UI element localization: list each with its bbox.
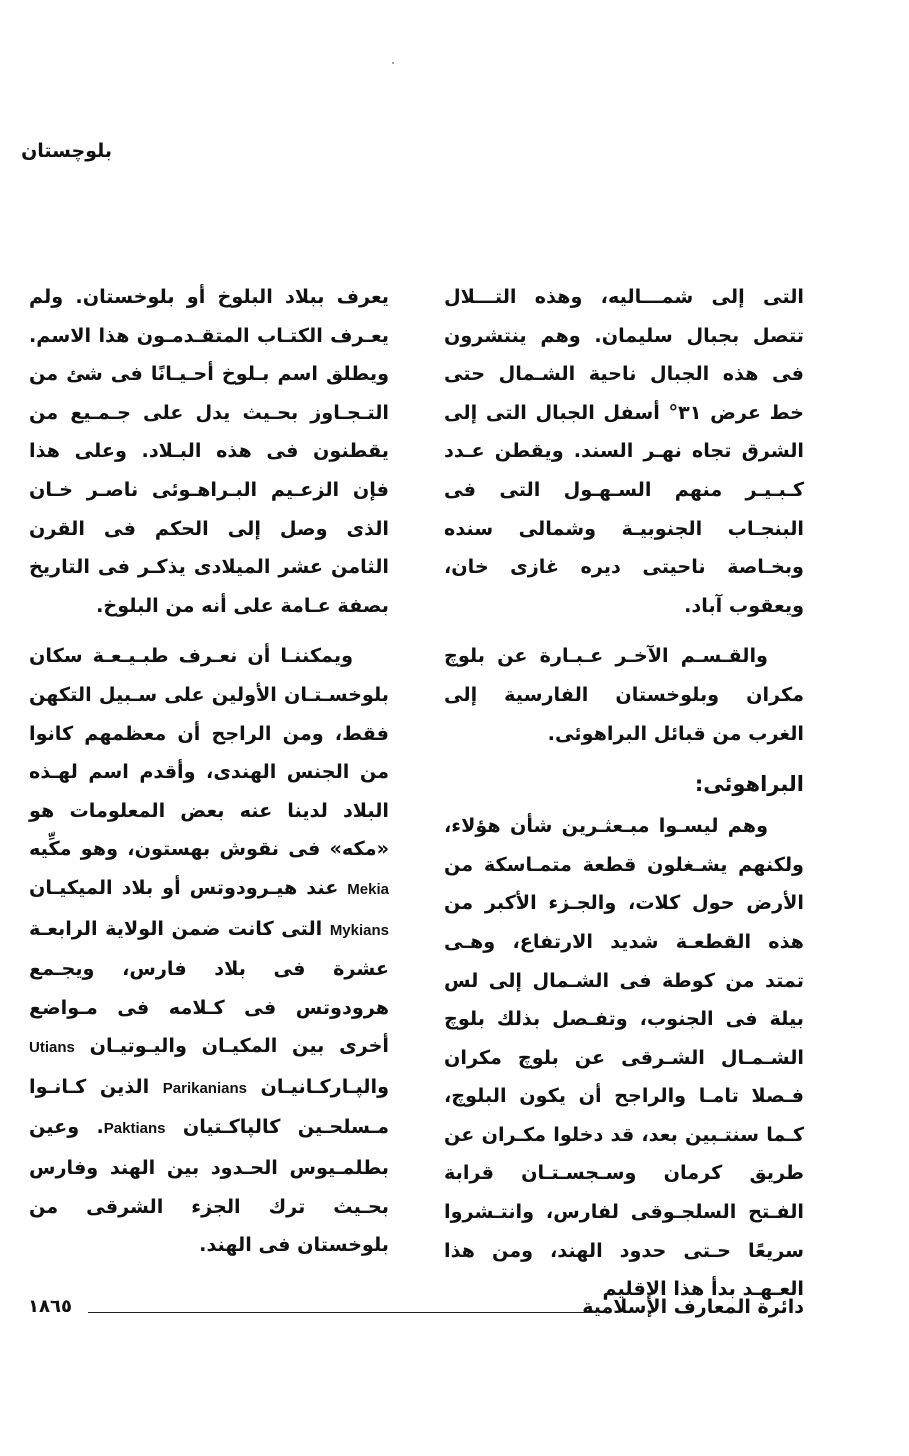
paragraph-segment: ويمكننـا أن نعـرف طبـيـعـة سكان بلوخسـتـان الأولين على سـبيل التكهن فقط، ومن الراجح أن معظمهم كانوا من الجنس الهندى، وأقدم اسم لهـذه البلاد لدينا عنه بعض المعلومات هو «مكه» فى نقوش بهستون، وهو مكِّيه — [29, 644, 389, 861]
paragraph-segment: والپـاركـانيـان — [260, 1074, 389, 1098]
publication-title: دائرة المعارف الإسلامية — [582, 1296, 804, 1318]
left-paragraph-2 — [29, 637, 389, 1265]
paragraph-segment: عند هيـرودوتس أو بلاد الميكيـان — [29, 875, 339, 899]
latin-term-utians: Utians — [29, 1039, 75, 1057]
footer-rule — [88, 1312, 596, 1313]
left-paragraph-1: يعرف ببلاد البلوخ أو بلوخستان. ولم يعـرف الكتـاب المتقـدمـون هذا الاسم. ويطلق اسم بـلوخ أحـيـانًا فى شئ من التـجـاوز بحـيث يدل على جـمـيع من يقطنون فى هذه البـلاد. وعلى هذا فإن الزعـيم البـراهـوئى ناصـر خـان الذى وصل إلى الحكم فى القرن الثامن عشر الميلادى يذكـر فى التاريخ بصفة عـامة على أنه من البلوخ. — [29, 285, 389, 617]
right-paragraph-3: وهم ليسـوا مبـعثـرين شأن هؤلاء، ولكنهم يشـغلون قطعة متمـاسكة من الأرض حول كلات، والجـزء الأكبر من هذه القطعـة شديد الارتفاع، وهـى تمتد من كوطة فى الشـمال إلى لس بيلة فى الجنوب، وتفـصل بذلك بلوچ الشـمـال الشـرقى عن بلوچ مكران فـصلا تامـا والراجح أن يكون البلوچ، كـما سنتـبين بعد، قد دخلوا مكـران عن طريق كرمان وسـجسـتـان قرابة الفـتح السلجـوقى لفارس، وانتـشروا سريعًا حـتى حدود الهند، ومن هذا العـهـد بدأ هذا الإقليم — [444, 814, 804, 1301]
page-number: ١٨٦٥ — [28, 1296, 72, 1317]
paragraph-segment: . وعين بطلمـيوس الحـدود بين الهند وفارس بحـيث ترك الجزء الشرقى من بلوخستان فى الهند. — [29, 1115, 389, 1257]
left-column — [29, 278, 389, 1265]
scan-speck — [392, 62, 394, 64]
paragraph-segment: الذين كـانـوا مـسلحـين كالپاكـتيان — [29, 1074, 389, 1139]
section-heading-brahui: البراهوئى: — [694, 772, 804, 797]
running-title: بلوچستان — [21, 140, 112, 162]
right-paragraph-2: والقـسـم الآخـر عـبـارة عن بلوچ مكران وبلوخستان الفارسية إلى الغرب من قبائل البراهوئى. — [444, 644, 804, 745]
right-paragraph-1: التى إلى شمـــاليه، وهذه التـــلال تتصل بجبال سليمان. وهم ينتشرون فى هذه الجبال ناحية الشـمال حتى خط عرض ٣١° أسفل الجبال التى إلى الشرق تجاه نهـر السند. ويقطن عـدد كـبـيـر منهم السـهـول التى فى البنجـاب الجنوبيـة وشمالى سنده وبخـاصة ناحيتى ديره غازى خان، ويعقوب آباد. — [444, 285, 804, 617]
running-header — [21, 140, 112, 162]
paragraph-segment: التى كانت ضمن الولاية الرابعـة عشرة فى بلاد فارس، ويجـمع هرودوتس فى كـلامه فى مـواضع أخرى بين المكيـان واليـوتيـان — [29, 916, 389, 1058]
latin-term-mekia: Mekia — [347, 880, 389, 898]
latin-term-parikanians: Parikanians — [162, 1079, 247, 1097]
right-column — [444, 278, 804, 1309]
latin-term-mykians: Mykians — [329, 921, 390, 939]
page-footer — [28, 1296, 804, 1326]
latin-term-paktians: Paktians — [103, 1120, 166, 1138]
